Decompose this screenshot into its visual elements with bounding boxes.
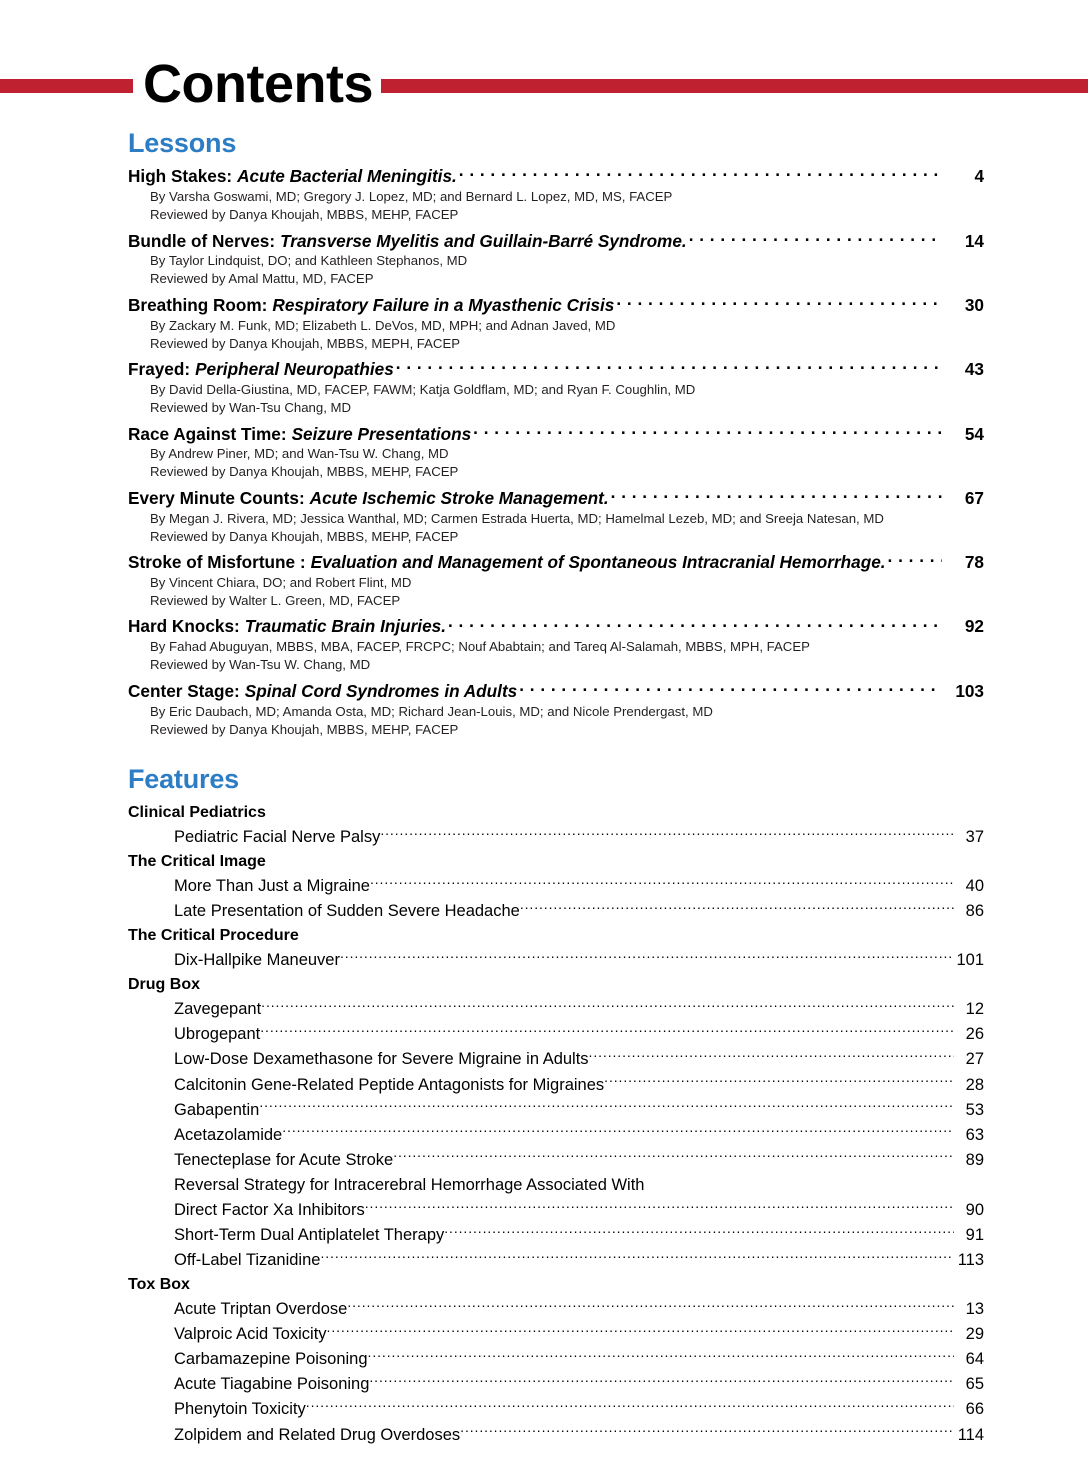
lesson-label: Center Stage:	[128, 680, 240, 701]
feature-title: Tenecteplase for Acute Stroke	[174, 1150, 394, 1169]
dot-leader	[616, 294, 942, 311]
feature-page-number: 40	[965, 877, 984, 896]
feature-title: Acute Triptan Overdose	[174, 1300, 348, 1319]
lesson-subject: Peripheral Neuropathies	[195, 359, 394, 380]
feature-group	[128, 1273, 984, 1447]
lesson-page-number: 43	[964, 359, 984, 380]
feature-page-number: 113	[957, 1251, 984, 1270]
feature-title: Zavegepant	[174, 1000, 262, 1019]
lesson-reviewers: Reviewed by Danya Khoujah, MBBS, MEPH, FACEP	[150, 335, 461, 351]
section-heading-features: Features	[128, 763, 239, 794]
dot-leader	[340, 949, 954, 966]
contents-masthead	[0, 56, 1088, 116]
lesson-label: Race Against Time:	[128, 423, 287, 444]
lesson-page-number: 4	[974, 166, 984, 187]
dot-leader	[460, 1423, 954, 1440]
lesson-label: Every Minute Counts:	[128, 487, 305, 508]
lesson-authors: By Megan J. Rivera, MD; Jessica Wanthal, MD; Carmen Estrada Huerta, MD; Hamelmal Lezeb, MD; and Sreeja Natesan, MD	[150, 510, 884, 526]
feature-group	[128, 924, 984, 973]
feature-title: Valproic Acid Toxicity	[174, 1325, 327, 1344]
dot-leader	[444, 1223, 954, 1240]
dot-leader	[365, 1198, 954, 1215]
feature-entry[interactable]	[128, 1297, 984, 1322]
lesson-title-row[interactable]	[128, 615, 984, 638]
lesson-entry[interactable]	[128, 551, 984, 610]
lesson-subject: Spinal Cord Syndromes in Adults	[244, 680, 518, 701]
lesson-subject: Evaluation and Management of Spontaneous Intracranial Hemorrhage.	[310, 552, 886, 573]
lesson-entry[interactable]	[128, 422, 984, 481]
feature-entry[interactable]	[128, 1047, 984, 1072]
lesson-entry[interactable]	[128, 294, 984, 353]
feature-title: Acute Tiagabine Poisoning	[174, 1375, 370, 1394]
lesson-label: Frayed:	[128, 359, 191, 380]
lesson-reviewers: Reviewed by Walter L. Green, MD, FACEP	[150, 593, 401, 609]
feature-page-number: 90	[965, 1200, 984, 1219]
lesson-entry[interactable]	[128, 358, 984, 417]
lesson-reviewers: Reviewed by Wan-Tsu Chang, MD	[150, 400, 352, 416]
feature-title: Direct Factor Xa Inhibitors	[174, 1200, 365, 1219]
lesson-entry[interactable]	[128, 615, 984, 674]
lesson-entry[interactable]	[128, 229, 984, 288]
feature-title: Carbamazepine Poisoning	[174, 1350, 368, 1369]
feature-entry[interactable]	[128, 1123, 984, 1148]
lesson-authors: By Zackary M. Funk, MD; Elizabeth L. DeVos, MD, MPH; and Adnan Javed, MD	[150, 317, 616, 333]
contents-body	[0, 128, 1088, 1448]
dot-leader	[519, 680, 942, 697]
dot-leader	[347, 1298, 954, 1315]
lesson-reviewers: Reviewed by Amal Mattu, MD, FACEP	[150, 271, 374, 287]
feature-page-number: 13	[965, 1300, 984, 1319]
feature-group-title: Tox Box	[128, 1276, 190, 1294]
lesson-reviewers: Reviewed by Wan-Tsu W. Chang, MD	[150, 657, 371, 673]
lesson-page-number: 67	[964, 487, 984, 508]
feature-page-number: 28	[965, 1075, 984, 1094]
dot-leader	[306, 1398, 954, 1415]
feature-title: Zolpidem and Related Drug Overdoses	[174, 1425, 461, 1444]
lesson-reviewers: Reviewed by Danya Khoujah, MBBS, MEHP, FACEP	[150, 721, 459, 737]
dot-leader	[327, 1323, 954, 1340]
feature-entry[interactable]	[128, 1423, 984, 1448]
feature-entry[interactable]	[128, 825, 984, 850]
feature-title: Short-Term Dual Antiplatelet Therapy	[174, 1225, 445, 1244]
feature-group-title: Drug Box	[128, 976, 200, 994]
feature-group-title: Clinical Pediatrics	[128, 803, 266, 821]
dot-leader	[370, 875, 954, 892]
lessons-list	[128, 165, 984, 739]
feature-title: Pediatric Facial Nerve Palsy	[174, 827, 381, 846]
feature-group-title: The Critical Procedure	[128, 927, 299, 945]
lesson-subject: Acute Bacterial Meningitis.	[237, 166, 457, 187]
lesson-subject: Seizure Presentations	[291, 423, 472, 444]
lesson-label: Stroke of Misfortune :	[128, 552, 306, 573]
dot-leader	[611, 487, 942, 504]
lesson-page-number: 103	[955, 680, 984, 701]
dot-leader	[259, 1098, 954, 1115]
lesson-page-number: 54	[964, 423, 984, 444]
dot-leader	[459, 165, 942, 182]
lesson-page-number: 78	[964, 552, 984, 573]
dot-leader	[260, 1023, 954, 1040]
feature-page-number: 65	[965, 1375, 984, 1394]
lesson-authors: By Eric Daubach, MD; Amanda Osta, MD; Richard Jean-Louis, MD; and Nicole Prendergast, MD	[150, 703, 713, 719]
lesson-subject: Transverse Myelitis and Guillain-Barré Syndrome.	[280, 230, 687, 251]
dot-leader	[520, 900, 954, 917]
feature-page-number: 91	[965, 1225, 984, 1244]
dot-leader	[393, 1148, 954, 1165]
dot-leader	[396, 358, 942, 375]
lesson-label: Breathing Room:	[128, 294, 268, 315]
lesson-title-row[interactable]	[128, 487, 984, 510]
feature-title: Phenytoin Toxicity	[174, 1400, 306, 1419]
lesson-subject: Respiratory Failure in a Myasthenic Crisis	[272, 294, 615, 315]
feature-title: More Than Just a Migraine	[174, 877, 370, 896]
feature-entry[interactable]	[128, 899, 984, 924]
feature-page-number: 53	[965, 1100, 984, 1119]
dot-leader	[644, 1173, 954, 1190]
feature-title: Dix-Hallpike Maneuver	[174, 951, 340, 970]
lesson-label: Bundle of Nerves:	[128, 230, 276, 251]
lesson-title-row[interactable]	[128, 165, 984, 188]
feature-title: Gabapentin	[174, 1100, 260, 1119]
dot-leader	[320, 1249, 954, 1266]
feature-entry[interactable]	[128, 1248, 984, 1273]
dot-leader	[448, 615, 942, 632]
feature-entry[interactable]	[128, 1347, 984, 1372]
dot-leader	[369, 1373, 954, 1390]
lesson-reviewers: Reviewed by Danya Khoujah, MBBS, MEHP, FACEP	[150, 528, 459, 544]
dot-leader	[282, 1123, 954, 1140]
feature-page-number: 86	[965, 902, 984, 921]
feature-page-number: 29	[965, 1325, 984, 1344]
feature-page-number: 101	[956, 951, 984, 970]
lesson-entry[interactable]	[128, 165, 984, 224]
lesson-title-row[interactable]	[128, 551, 984, 574]
dot-leader	[888, 551, 942, 568]
masthead-rule-right	[381, 79, 1088, 93]
features-list	[128, 801, 984, 1448]
feature-title: Ubrogepant	[174, 1025, 261, 1044]
feature-entry[interactable]	[128, 1173, 984, 1198]
feature-entry[interactable]	[128, 1322, 984, 1347]
feature-entry[interactable]	[128, 1397, 984, 1422]
feature-entry[interactable]	[128, 948, 984, 973]
dot-leader	[473, 422, 942, 439]
masthead-rule-left	[0, 79, 133, 93]
lesson-subject: Acute Ischemic Stroke Management.	[309, 487, 609, 508]
lesson-authors: By Vincent Chiara, DO; and Robert Flint, MD	[150, 574, 412, 590]
lesson-reviewers: Reviewed by Danya Khoujah, MBBS, MEHP, FACEP	[150, 464, 459, 480]
feature-page-number: 63	[965, 1125, 984, 1144]
feature-title: Calcitonin Gene-Related Peptide Antagonists for Migraines	[174, 1075, 605, 1094]
lesson-page-number: 14	[964, 230, 984, 251]
lesson-title-row[interactable]	[128, 358, 984, 381]
lesson-authors: By Taylor Lindquist, DO; and Kathleen Stephanos, MD	[150, 253, 468, 269]
lesson-page-number: 92	[964, 616, 984, 637]
dot-leader	[261, 998, 954, 1015]
feature-page-number: 26	[965, 1025, 984, 1044]
lesson-authors: By Varsha Goswami, MD; Gregory J. Lopez, MD; and Bernard L. Lopez, MD, MS, FACEP	[150, 188, 673, 204]
feature-entry[interactable]	[128, 997, 984, 1022]
lesson-title-row[interactable]	[128, 680, 984, 703]
feature-page-number: 64	[965, 1350, 984, 1369]
lesson-subject: Traumatic Brain Injuries.	[244, 616, 446, 637]
feature-page-number: 27	[965, 1050, 984, 1069]
lesson-title-row[interactable]	[128, 229, 984, 252]
dot-leader	[589, 1048, 954, 1065]
feature-entry[interactable]	[128, 1098, 984, 1123]
feature-entry[interactable]	[128, 1198, 984, 1223]
feature-title: Acetazolamide	[174, 1125, 283, 1144]
section-heading-lessons: Lessons	[128, 128, 237, 158]
dot-leader	[368, 1348, 954, 1365]
lesson-entry[interactable]	[128, 487, 984, 546]
lesson-title-row[interactable]	[128, 422, 984, 445]
feature-page-number: 12	[965, 1000, 984, 1019]
feature-title: Off-Label Tizanidine	[174, 1251, 321, 1270]
lesson-title-row[interactable]	[128, 294, 984, 317]
lesson-authors: By Fahad Abuguyan, MBBS, MBA, FACEP, FRCPC; Nouf Ababtain; and Tareq Al-Salamah, MBBS, MPH, FACEP	[150, 639, 810, 655]
dot-leader	[604, 1073, 954, 1090]
feature-entry[interactable]	[128, 874, 984, 899]
feature-entry[interactable]	[128, 1372, 984, 1397]
feature-entry[interactable]	[128, 1022, 984, 1047]
feature-entry[interactable]	[128, 1073, 984, 1098]
lesson-label: Hard Knocks:	[128, 616, 240, 637]
dot-leader	[689, 229, 942, 246]
lesson-label: High Stakes:	[128, 166, 233, 187]
feature-entry[interactable]	[128, 1148, 984, 1173]
feature-group-title: The Critical Image	[128, 853, 266, 871]
feature-entry[interactable]	[128, 1223, 984, 1248]
lesson-reviewers: Reviewed by Danya Khoujah, MBBS, MEHP, FACEP	[150, 207, 459, 223]
feature-page-number: 114	[957, 1425, 984, 1444]
lesson-authors: By David Della-Giustina, MD, FACEP, FAWM; Katja Goldflam, MD; and Ryan F. Coughlin, MD	[150, 381, 696, 397]
page-title: Contents	[143, 54, 373, 114]
feature-title: Low-Dose Dexamethasone for Severe Migraine in Adults	[174, 1050, 589, 1069]
lesson-entry[interactable]	[128, 680, 984, 739]
feature-page-number: 66	[965, 1400, 984, 1419]
feature-title: Reversal Strategy for Intracerebral Hemorrhage Associated With	[174, 1175, 645, 1194]
feature-page-number: 37	[965, 827, 984, 846]
dot-leader	[380, 825, 954, 842]
feature-title: Late Presentation of Sudden Severe Headache	[174, 902, 520, 921]
feature-page-number: 89	[965, 1150, 984, 1169]
lesson-page-number: 30	[964, 294, 984, 315]
feature-group	[128, 850, 984, 924]
feature-group	[128, 973, 984, 1273]
lesson-authors: By Andrew Piner, MD; and Wan-Tsu W. Chang, MD	[150, 446, 449, 462]
feature-group	[128, 801, 984, 850]
